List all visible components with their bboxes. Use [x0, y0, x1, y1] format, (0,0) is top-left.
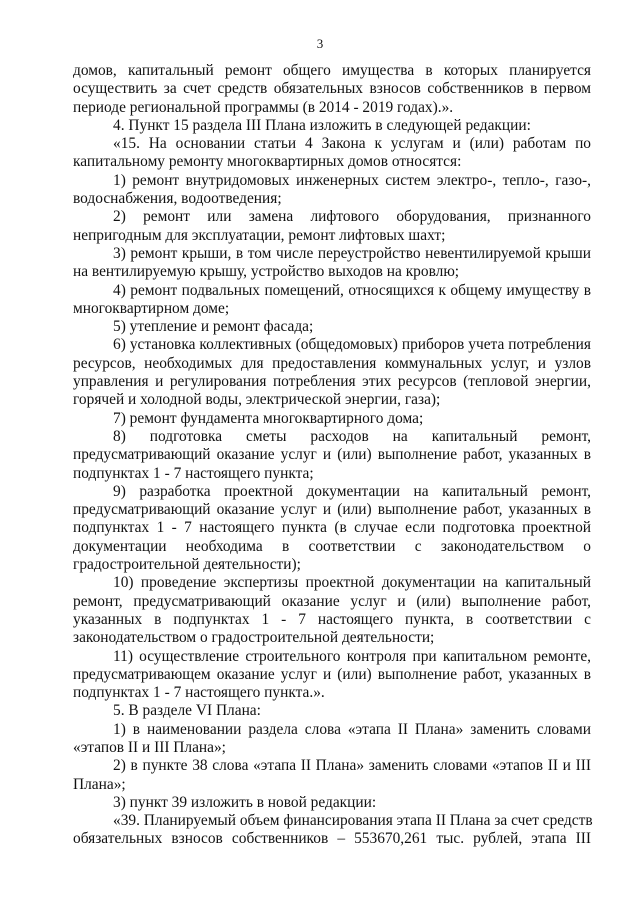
paragraph-line: 4. Пункт 15 раздела III Плана изложить в следующей редакции:: [113, 116, 531, 134]
paragraph: [73, 794, 591, 812]
paragraph-line: осуществить за счет средств обязательных взносов собственников в первом: [73, 80, 591, 98]
paragraph-line: управления и регулирования потребления этих ресурсов (тепловой энергии,: [73, 373, 591, 391]
paragraph-line: подпунктах 1 - 7 настоящего пункта (в случае если подготовка проектной: [73, 519, 591, 537]
document-body: [73, 62, 591, 849]
paragraph-line: предусматривающем оказание услуг и (или) выполнение работ, указанных в: [73, 665, 591, 683]
paragraph-line: подпунктах 1 - 7 настоящего пункта.».: [73, 684, 325, 702]
paragraph: [73, 62, 591, 117]
paragraph-line: «39. Планируемый объем финансирования этапа II Плана за счет средств: [113, 812, 593, 830]
paragraph-line: 6) установка коллективных (общедомовых) приборов учета потребления: [113, 336, 591, 354]
paragraph-line: водоснабжения, водоотведения;: [73, 190, 282, 208]
paragraph: [73, 812, 591, 849]
paragraph-line: подпунктах 1 - 7 настоящего пункта;: [73, 464, 314, 482]
paragraph-line: предусматривающий оказание услуг и (или) выполнение работ, указанных в: [73, 446, 591, 464]
paragraph-line: «этапов II и III Плана»;: [73, 738, 226, 756]
paragraph-line: 5. В разделе VI Плана:: [113, 702, 261, 720]
paragraph-line: 2) в пункте 38 слова «этапа II Плана» заменить словами «этапов II и III: [113, 757, 591, 775]
paragraph: [73, 117, 591, 135]
paragraph-line: на вентилируемую крышу, устройство выходов на кровлю;: [73, 263, 460, 281]
paragraph-line: 2) ремонт или замена лифтового оборудования, признанного: [113, 208, 591, 226]
paragraph: [73, 757, 591, 794]
paragraph: [73, 336, 591, 409]
paragraph-line: документации необходима в соответствии с законодательством о: [73, 537, 591, 555]
paragraph: [73, 574, 591, 647]
paragraph-line: Плана»;: [73, 775, 126, 793]
paragraph-line: ресурсов, необходимых для предоставления коммунальных услуг, и узлов: [73, 354, 591, 372]
paragraph-line: периоде региональной программы (в 2014 - 2019 годах).».: [73, 98, 454, 116]
paragraph: [73, 135, 591, 172]
paragraph-line: 3) пункт 39 изложить в новой редакции:: [113, 793, 377, 811]
paragraph-line: 9) разработка проектной документации на капитальный ремонт,: [113, 482, 591, 500]
paragraph-line: ремонт, предусматривающий оказание услуг и (или) выполнение работ,: [73, 592, 591, 610]
page-number: 3: [316, 36, 324, 51]
paragraph-line: горячей и холодной воды, электрической энергии, газа);: [73, 391, 441, 409]
paragraph-line: 3) ремонт крыши, в том числе переустройство невентилируемой крыши: [113, 244, 591, 262]
paragraph-line: домов, капитальный ремонт общего имущества в которых планируется: [73, 62, 591, 79]
paragraph-line: 1) в наименовании раздела слова «этапа II Плана» заменить словами: [113, 720, 591, 738]
paragraph-line: 5) утепление и ремонт фасада;: [113, 318, 314, 336]
paragraph: [73, 318, 591, 336]
paragraph-line: непригодным для эксплуатации, ремонт лифтовых шахт;: [73, 226, 446, 244]
paragraph-line: законодательством о градостроительной деятельности;: [73, 629, 435, 647]
paragraph-line: капитальному ремонту многоквартирных домов относятся:: [73, 153, 462, 171]
paragraph-line: обязательных взносов собственников – 553670,261 тыс. рублей, этапа III: [73, 830, 591, 848]
paragraph-line: «15. На основании статьи 4 Закона к услугам и (или) работам по: [113, 135, 591, 153]
paragraph-line: 1) ремонт внутридомовых инженерных систем электро-, тепло-, газо-,: [113, 171, 591, 189]
paragraph-line: указанных в подпунктах 1 - 7 настоящего пункта, в соответствии с: [73, 610, 591, 628]
paragraph: [73, 172, 591, 209]
paragraph: [73, 428, 591, 483]
paragraph-line: градостроительной деятельности);: [73, 556, 301, 574]
paragraph: [73, 282, 591, 319]
paragraph: [73, 245, 591, 282]
paragraph-line: 10) проведение экспертизы проектной документации на капитальный: [113, 574, 591, 592]
paragraph-line: предусматривающий оказание услуг и (или) выполнение работ, указанных в: [73, 501, 591, 519]
paragraph-line: 7) ремонт фундамента многоквартирного дома;: [113, 409, 424, 427]
paragraph: [73, 702, 591, 720]
paragraph: [73, 648, 591, 703]
paragraph-line: многоквартирном доме;: [73, 299, 230, 317]
paragraph-line: 4) ремонт подвальных помещений, относящихся к общему имуществу в: [113, 281, 591, 299]
paragraph: [73, 483, 591, 574]
paragraph: [73, 410, 591, 428]
paragraph-line: 11) осуществление строительного контроля при капитальном ремонте,: [113, 647, 591, 665]
paragraph-line: 8) подготовка сметы расходов на капитальный ремонт,: [113, 427, 591, 445]
paragraph: [73, 721, 591, 758]
paragraph: [73, 208, 591, 245]
